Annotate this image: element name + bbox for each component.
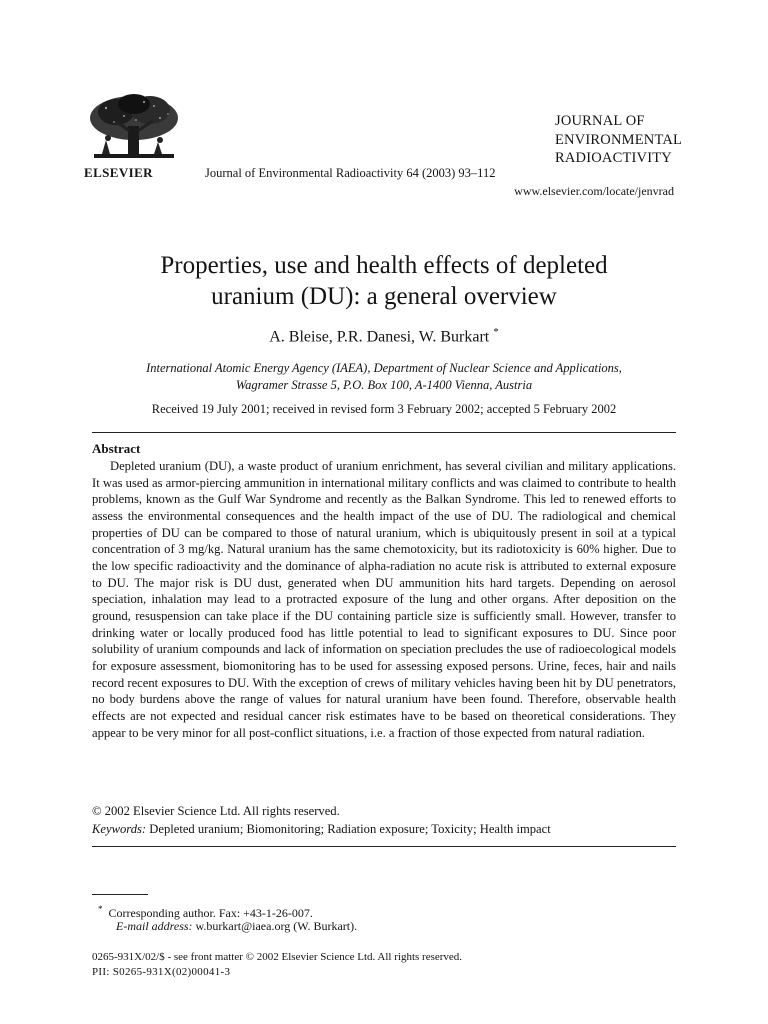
keywords-label: Keywords: xyxy=(92,822,147,836)
footnote-divider xyxy=(92,894,148,895)
divider xyxy=(92,432,676,433)
front-matter-notice: 0265-931X/02/$ - see front matter © 2002 Elsevier Science Ltd. All rights reserved. xyxy=(92,951,463,963)
publisher-name: ELSEVIER xyxy=(84,165,153,180)
divider xyxy=(92,846,676,847)
pii-identifier: PII: S0265-931X(02)00041-3 xyxy=(92,966,231,978)
affiliation xyxy=(80,360,688,393)
affiliation-line: Wagramer Strasse 5, P.O. Box 100, A-1400 Vienna, Austria xyxy=(235,377,533,392)
author-list xyxy=(80,326,688,346)
abstract-heading: Abstract xyxy=(92,441,141,456)
journal-citation: Journal of Environmental Radioactivity 64 (2003) 93–112 xyxy=(205,166,496,180)
journal-title-line: ENVIRONMENTAL xyxy=(555,131,683,148)
abstract-body: Depleted uranium (DU), a waste product of uranium enrichment, has several civilian and military applications. It was used as armor-piercing ammunition in international military conflicts and was claimed to contribute to health problems, known as the Gulf War Syndrome and recently as the Balkan Syndrome. This led to renewed efforts to assess the environmental consequences and the health impact of the use of DU. The radiological and chemical properties of DU can be compared to those of natural uranium, which is ubiquitously present in soil at a typical concentration of 3 mg/kg. Natural uranium has the same chemotoxicity, but its radiotoxicity is 60% higher. Due to the low specific radioactivity and the dominance of alpha-radiation no acute risk is attributed to external exposure to DU. The major risk is DU dust, generated when DU ammunition hits hard targets. Depending on aerosol speciation, inhalation may lead to a protracted exposure of the lung and other organs. After deposition on the ground, resuspension can take place if the DU containing particle size is sufficiently small. However, transfer to drinking water or locally produced food has little potential to lead to significant exposures to DU. Since poor solubility of uranium compounds and lack of information on speciation precludes the use of radioecological models for exposure assessment, biomonitoring has to be used for assessing exposed persons. Urine, feces, hair and nails record recent exposures to DU. With the exception of crews of military vehicles having been hit by DU penetrators, no body burdens above the range of values for natural uranium have been found. Therefore, observable health effects are not expected and residual cancer risk estimates have to be based on theoretical considerations. They appear to be very minor for all post-conflict situations, i.e. a fraction of those expected from natural radiation. xyxy=(92,459,676,740)
abstract-copyright: © 2002 Elsevier Science Ltd. All rights reserved. xyxy=(92,804,340,818)
article-title xyxy=(80,250,688,312)
footnote-mark: * xyxy=(98,904,103,914)
author-footnote-mark[interactable]: * xyxy=(493,326,499,338)
email-label: E-mail address: xyxy=(116,919,193,933)
article-title-line: Properties, use and health effects of depleted xyxy=(160,252,608,279)
corresponding-author-text: Corresponding author. Fax: +43-1-26-007. xyxy=(108,906,313,920)
affiliation-line: International Atomic Energy Agency (IAEA), Department of Nuclear Science and Applications, xyxy=(146,361,622,375)
keywords xyxy=(92,822,551,837)
journal-title-line: JOURNAL OF xyxy=(555,113,645,129)
email-footnote xyxy=(116,919,357,934)
journal-url-link[interactable]: www.elsevier.com/locate/jenvrad xyxy=(514,184,674,198)
author-names: A. Bleise, P.R. Danesi, W. Burkart xyxy=(269,328,490,346)
article-title-line: uranium (DU): a general overview xyxy=(211,283,557,310)
journal-title-line: RADIOACTIVITY xyxy=(555,150,672,166)
received-dates: Received 19 July 2001; received in revised form 3 February 2002; accepted 5 February 2002 xyxy=(151,402,617,416)
journal-title xyxy=(555,112,685,168)
keywords-list: Depleted uranium; Biomonitoring; Radiation exposure; Toxicity; Health impact xyxy=(149,822,551,836)
email-link[interactable]: w.burkart@iaea.org (W. Burkart). xyxy=(195,919,358,933)
